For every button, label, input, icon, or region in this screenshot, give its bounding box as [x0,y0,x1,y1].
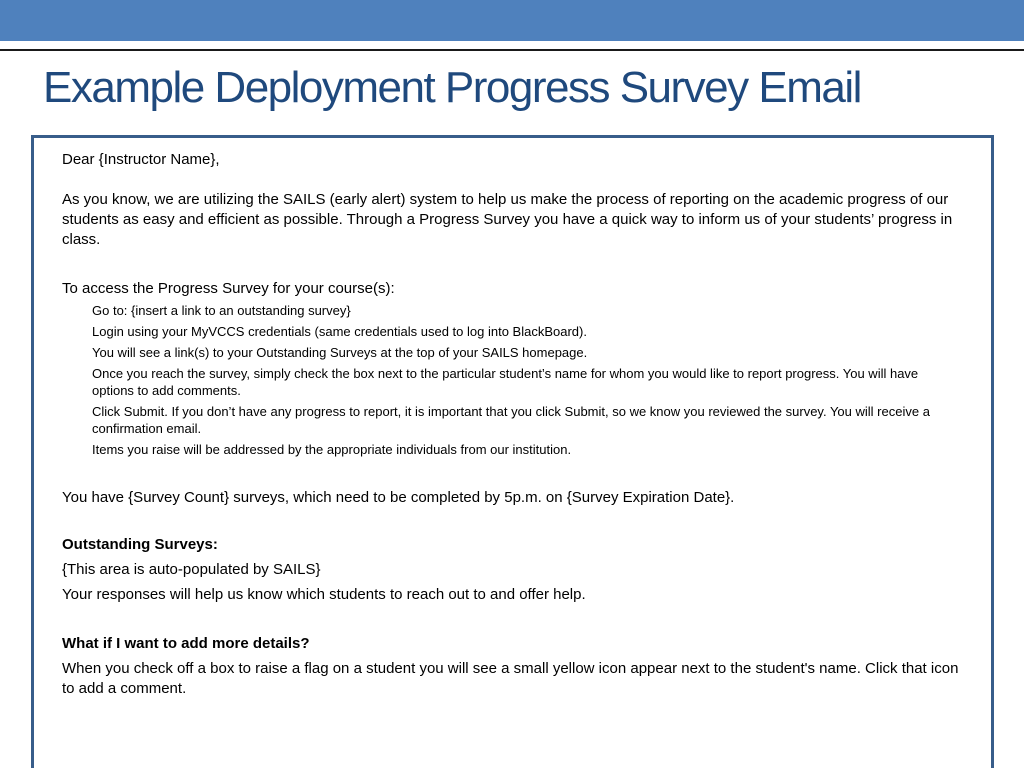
header-band [0,0,1024,41]
access-step: Click Submit. If you don’t have any progress to report, it is important that you click Submit, so we know you reviewed the survey. You will receive a confirmation email. [92,404,930,436]
access-steps-list [62,302,961,458]
add-details-paragraph: When you check off a box to raise a flag on a student you will see a small yellow icon appear next to the student's name. Click that icon to add a comment. [62,660,959,697]
access-step: Items you raise will be addressed by the appropriate individuals from our institution. [92,442,572,457]
email-body-box [31,135,994,768]
survey-count-sentence: You have {Survey Count} surveys, which need to be completed by 5p.m. on {Survey Expiration Date}. [62,489,735,506]
auto-populated-placeholder: {This area is auto-populated by SAILS} [62,561,321,578]
access-step: Once you reach the survey, simply check the box next to the particular student’s name for whom you would like to report progress. You will have options to add comments. [92,366,919,398]
access-step: Login using your MyVCCS credentials (same credentials used to log into BlackBoard). [92,324,587,339]
email-intro-paragraph: As you know, we are utilizing the SAILS (early alert) system to help us make the process of reporting on the academic progress of our students as easy and efficient as possible. Through a Progress Survey you have a quick way to inform us of your students’ progress in class. [62,191,953,248]
responses-sentence: Your responses will help us know which students to reach out to and offer help. [62,586,586,603]
outstanding-surveys-heading: Outstanding Surveys: [62,536,218,553]
access-step: Go to: {insert a link to an outstanding survey} [92,303,351,318]
access-instructions-heading: To access the Progress Survey for your course(s): [62,280,395,297]
slide-title: Example Deployment Progress Survey Email [43,63,861,112]
email-greeting: Dear {Instructor Name}, [62,151,220,168]
access-step: You will see a link(s) to your Outstanding Surveys at the top of your SAILS homepage. [92,345,588,360]
header-divider [0,49,1024,51]
add-details-heading: What if I want to add more details? [62,635,310,652]
